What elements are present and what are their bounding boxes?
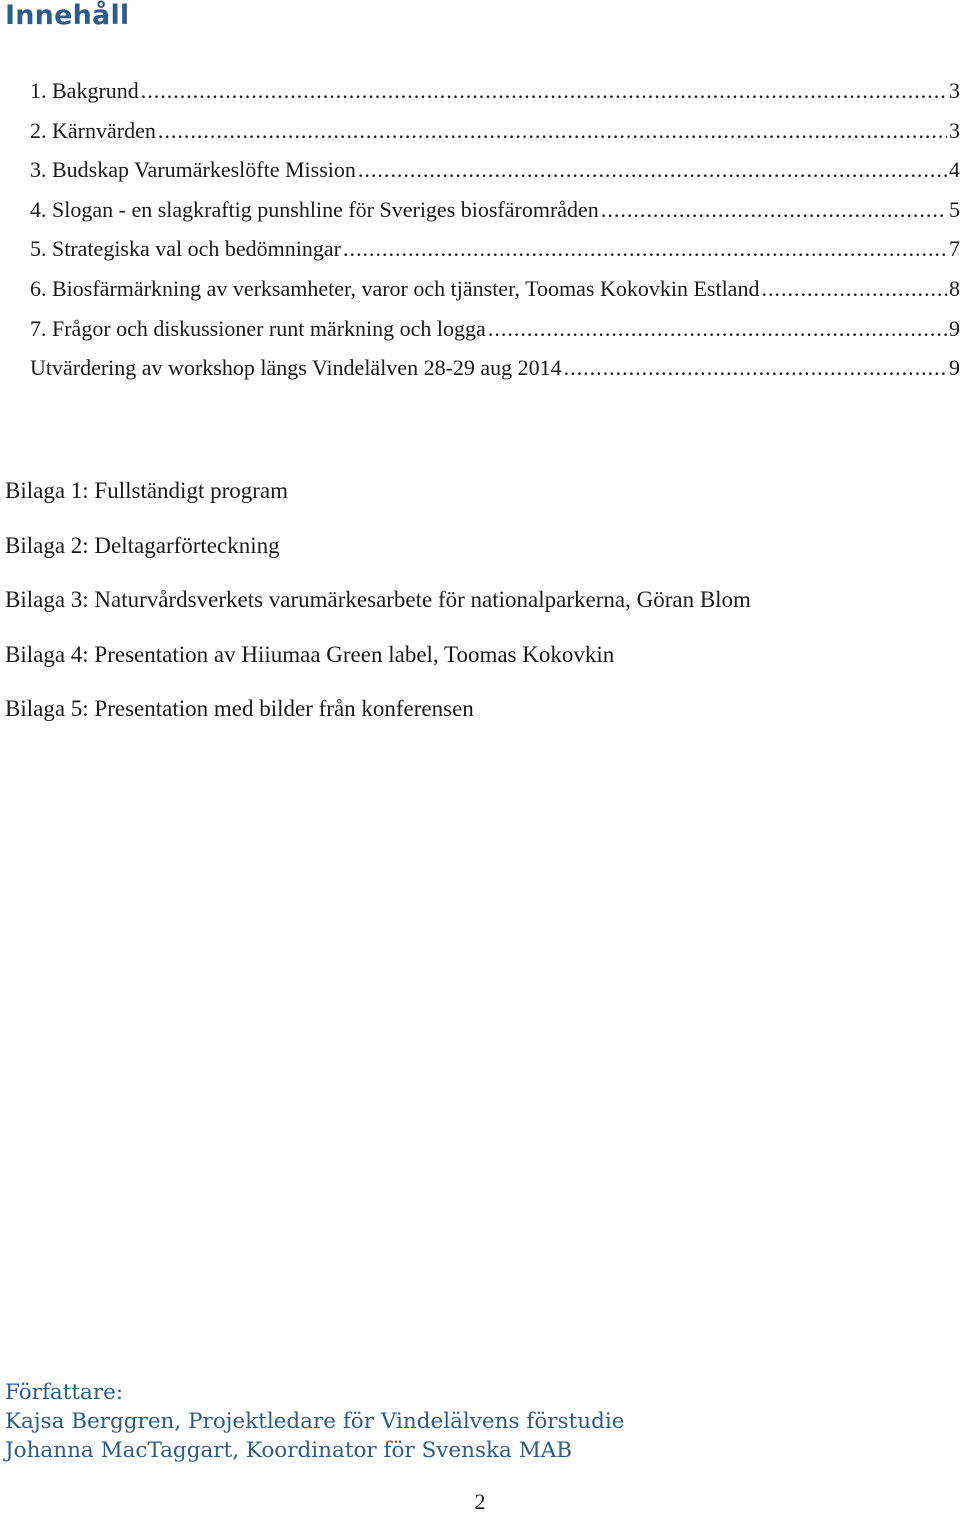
toc-entry[interactable] <box>30 272 960 312</box>
toc-dot-leader <box>141 74 947 108</box>
toc-dot-leader <box>358 153 947 187</box>
appendix-item: Bilaga 5: Presentation med bilder från konferensen <box>5 696 474 721</box>
toc-entry-page: 3 <box>949 78 960 103</box>
author-line: Johanna MacTaggart, Koordinator för Svenska MAB <box>5 1438 573 1463</box>
toc-entry[interactable] <box>30 232 960 272</box>
toc-dot-leader <box>761 272 947 306</box>
toc-entry-page: 5 <box>949 196 960 222</box>
toc-entry-title: 7. Frågor och diskussioner runt märkning och logga <box>30 315 486 341</box>
authors-label: Författare: <box>5 1380 124 1405</box>
toc-entry-title: 5. Strategiska val och bedömningar <box>30 236 341 262</box>
toc-entry-title: Utvärdering av workshop längs Vindelälven 28-29 aug 2014 <box>30 355 562 381</box>
toc-entry-title: 1. Bakgrund <box>30 78 139 103</box>
toc-entry-page: 7 <box>949 236 960 262</box>
appendix-item: Bilaga 4: Presentation av Hiiumaa Green label, Toomas Kokovkin <box>5 641 615 667</box>
toc-dot-leader <box>601 193 947 227</box>
toc-entry-page: 9 <box>949 355 960 381</box>
page-number: 2 <box>474 1489 486 1514</box>
appendix-item: Bilaga 1: Fullständigt program <box>5 478 288 503</box>
toc-entry[interactable] <box>30 74 960 114</box>
toc-dot-leader <box>488 312 947 346</box>
toc-entry[interactable] <box>30 153 960 193</box>
appendix-list <box>5 474 751 747</box>
appendix-item: Bilaga 3: Naturvårdsverkets varumärkesarbete för nationalparkerna, Göran Blom <box>5 587 751 612</box>
toc-dot-leader <box>158 114 947 148</box>
toc-entry-page: 9 <box>949 315 960 341</box>
toc-entry-page: 4 <box>949 157 960 183</box>
toc-entry[interactable] <box>30 114 960 154</box>
toc-entry-page: 3 <box>949 117 960 143</box>
toc-entry-title: 2. Kärnvärden <box>30 117 156 143</box>
toc-entry-title: 3. Budskap Varumärkeslöfte Mission <box>30 157 356 183</box>
toc-entry-title: 4. Slogan - en slagkraftig punshline för Sveriges biosfärområden <box>30 196 599 222</box>
toc-entry[interactable] <box>30 351 960 391</box>
toc-dot-leader <box>564 351 947 385</box>
table-of-contents <box>30 74 960 391</box>
toc-entry[interactable] <box>30 312 960 352</box>
authors-block <box>5 1378 624 1465</box>
toc-dot-leader <box>343 232 947 266</box>
toc-entry-title: 6. Biosfärmärkning av verksamheter, varor och tjänster, Toomas Kokovkin Estland <box>30 275 760 301</box>
toc-entry[interactable] <box>30 193 960 233</box>
page-title: Innehåll <box>5 0 130 31</box>
appendix-item: Bilaga 2: Deltagarförteckning <box>5 532 280 558</box>
toc-entry-page: 8 <box>949 275 960 301</box>
author-line: Kajsa Berggren, Projektledare för Vindelälvens förstudie <box>5 1409 625 1434</box>
